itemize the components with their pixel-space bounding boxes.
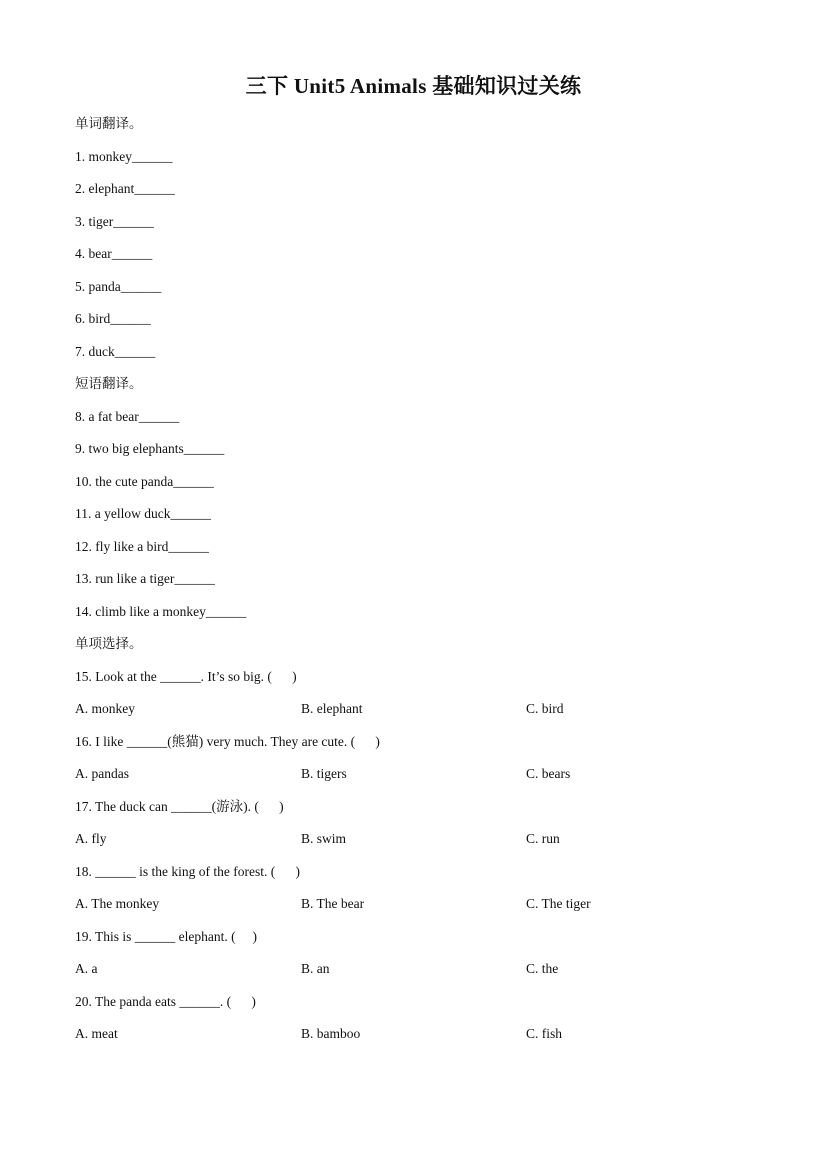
phrase-item: 8. a fat bear______	[75, 409, 180, 424]
option-c: C. bird	[526, 701, 564, 716]
word-item: 1. monkey______	[75, 149, 173, 164]
option-a: A. monkey	[75, 701, 135, 716]
phrase-item: 13. run like a tiger______	[75, 571, 215, 586]
phrase-item: 10. the cute panda______	[75, 474, 214, 489]
option-b: B. tigers	[301, 766, 347, 781]
option-c: C. run	[526, 831, 560, 846]
section-heading-words: 单词翻译。	[75, 116, 143, 131]
word-item: 5. panda______	[75, 279, 162, 294]
option-a: A. a	[75, 961, 98, 976]
word-item: 4. bear______	[75, 246, 153, 261]
option-c: C. The tiger	[526, 896, 591, 911]
phrase-item: 14. climb like a monkey______	[75, 604, 247, 619]
option-a: A. meat	[75, 1026, 118, 1041]
section-heading-choice: 单项选择。	[75, 636, 143, 651]
word-item: 6. bird______	[75, 311, 151, 326]
question-stem: 19. This is ______ elephant. ( )	[75, 929, 257, 944]
question-stem: 20. The panda eats ______. ( )	[75, 994, 256, 1009]
question-stem: 15. Look at the ______. It’s so big. ( )	[75, 669, 297, 684]
section-heading-phrases: 短语翻译。	[75, 376, 143, 391]
option-b: B. The bear	[301, 896, 365, 911]
question-stem: 18. ______ is the king of the forest. ( )	[75, 864, 300, 879]
question-stem: 16. I like ______(熊猫) very much. They are cute. ( )	[75, 734, 380, 749]
option-a: A. fly	[75, 831, 107, 846]
word-item: 3. tiger______	[75, 214, 154, 229]
option-b: B. an	[301, 961, 330, 976]
phrase-item: 11. a yellow duck______	[75, 506, 211, 521]
option-a: A. The monkey	[75, 896, 160, 911]
option-a: A. pandas	[75, 766, 129, 781]
option-b: B. swim	[301, 831, 347, 846]
option-c: C. the	[526, 961, 559, 976]
question-stem: 17. The duck can ______(游泳). ( )	[75, 799, 284, 814]
word-item: 7. duck______	[75, 344, 156, 359]
option-c: C. fish	[526, 1026, 563, 1041]
option-b: B. bamboo	[301, 1026, 361, 1041]
page-title: 三下 Unit5 Animals 基础知识过关练	[245, 74, 582, 98]
option-b: B. elephant	[301, 701, 363, 716]
word-item: 2. elephant______	[75, 181, 175, 196]
phrase-item: 12. fly like a bird______	[75, 539, 209, 554]
phrase-item: 9. two big elephants______	[75, 441, 225, 456]
option-c: C. bears	[526, 766, 571, 781]
